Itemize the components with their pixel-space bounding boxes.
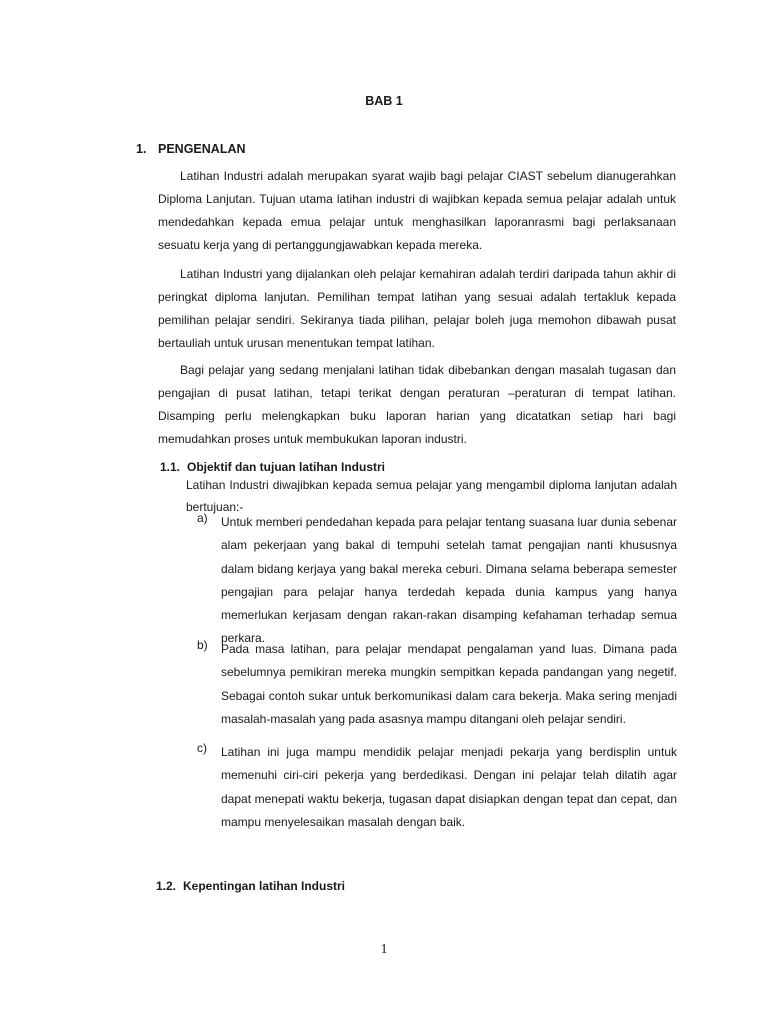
chapter-title: BAB 1 [365, 94, 403, 108]
subsection-heading-kepentingan [156, 879, 345, 893]
list-marker: a) [197, 511, 208, 525]
paragraph-3 [158, 359, 676, 451]
section-title: PENGENALAN [158, 142, 246, 156]
subsection-title: Objektif dan tujuan latihan Industri [187, 460, 386, 474]
section-heading-pengenalan [136, 142, 246, 156]
paragraph-2 [158, 263, 676, 355]
list-marker: b) [197, 638, 208, 652]
list-marker: c) [197, 741, 207, 755]
paragraph-2-text: Latihan Industri yang dijalankan oleh pelajar kemahiran adalah terdiri daripada tahun akhir di peringkat diploma lanjutan. Pemilihan tempat latihan yang sesuai adalah tertakluk kepada pemilihan pelajar sendiri. Sekiranya tiada pilihan, pelajar boleh juga memohon dibawah pusat bertauliah untuk urusan menentukan tempat latihan. [158, 267, 676, 350]
list-item-text: Untuk memberi pendedahan kepada para pelajar tentang suasana luar dunia sebenar alam pekerjaan yang bakal di tempuhi setelah tamat pengajian nanti khususnya dalam bidang kerjaya yang bakal mereka ceburi. Dimana selama beberapa semester pengajian para pelajar hanya terdedah kepada dunia kampus yang hanya memerlukan kerjasam dengan rakan-rakan disamping kefahaman terhadap semua perkara. [221, 515, 677, 646]
list-item-c [197, 741, 677, 834]
subsection-number: 1.1. [160, 460, 181, 474]
subsection-number: 1.2. [156, 879, 177, 893]
subsection-intro: Latihan Industri diwajibkan kepada semua pelajar yang mengambil diploma lanjutan adalah bertujuan:- [186, 478, 677, 514]
paragraph-3-text: Bagi pelajar yang sedang menjalani latihan tidak dibebankan dengan masalah tugasan dan pengajian di pusat latihan, tetapi terikat dengan peraturan –peraturan di tempat latihan. Disamping perlu melengkapkan buku laporan harian yang dicatatkan setiap hari bagi memudahkan proses untuk membukukan laporan industri. [158, 363, 676, 446]
page-number: 1 [380, 942, 388, 957]
paragraph-1 [158, 165, 676, 257]
list-item-text: Pada masa latihan, para pelajar mendapat pengalaman yand luas. Dimana pada sebelumnya pemikiran mereka mungkin sempitkan kepada pandangan yang negetif. Sebagai contoh sukar untuk berkomunikasi dalam cara bekerja. Maka sering menjadi masalah-masalah yang pada asasnya mampu ditangani oleh pelajar sendiri. [221, 642, 677, 726]
list-item-b [197, 638, 677, 731]
section-number: 1. [136, 142, 147, 156]
list-item-a [197, 511, 677, 651]
subsection-title: Kepentingan latihan Industri [183, 879, 346, 893]
paragraph-1-text: Latihan Industri adalah merupakan syarat wajib bagi pelajar CIAST sebelum dianugerahkan Diploma Lanjutan. Tujuan utama latihan industri di wajibkan kepada semua pelajar adalah untuk mendedahkan kepada emua pelajar untuk menghasilkan laporanrasmi bagi perlaksanaan sesuatu kerja yang di pertanggungjawabkan kepada mereka. [158, 169, 676, 252]
list-item-text: Latihan ini juga mampu mendidik pelajar menjadi pekarja yang berdisplin untuk memenuhi ciri-ciri pekerja yang berdedikasi. Dengan ini pelajar telah dilatih agar dapat menepati waktu bekerja, tugasan dapat disiapkan dengan tepat dan cepat, dan mampu menyelesaikan masalah dengan baik. [221, 745, 677, 829]
subsection-heading-objektif [160, 460, 385, 474]
